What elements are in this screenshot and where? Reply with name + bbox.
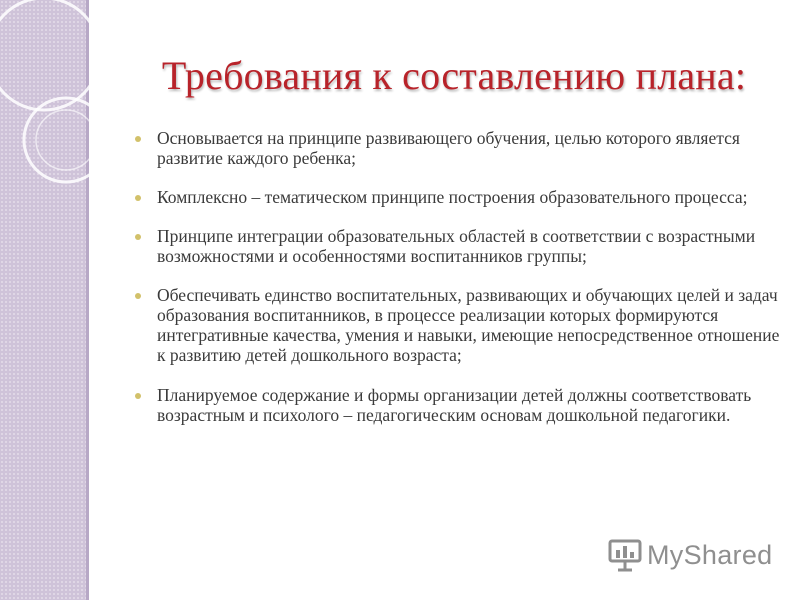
watermark-text: MyShared [647, 539, 773, 570]
list-item-text: Планируемое содержание и формы организации детей должны соответствовать возрастным и психолого – педагогическим основам дошкольной педагогики. [157, 385, 752, 425]
watermark-logo [607, 536, 772, 574]
list-item-text: Принципе интеграции образовательных областей в соответствии с возрастными возможностями и особенностями воспитанников группы; [157, 226, 756, 266]
decorative-circles-icon [0, 0, 120, 200]
bullet-dot-icon [135, 293, 141, 299]
list-item [133, 285, 783, 365]
bullet-dot-icon [135, 136, 141, 142]
bullet-dot-icon [135, 234, 141, 240]
bullet-list [133, 128, 783, 444]
list-item [133, 187, 783, 207]
list-item-text: Комплексно – тематическом принципе построения образовательного процесса; [157, 187, 748, 207]
list-item-text: Основывается на принципе развивающего обучения, целью которого является развитие каждого ребенка; [157, 128, 740, 168]
bullet-dot-icon [135, 195, 141, 201]
list-item-text: Обеспечивать единство воспитательных, развивающих и обучающих целей и задач образования воспитанников, в процессе реализации которых формируются интегративные качества, умения и навыки, имеющие непосредственное отношение к развитию детей дошкольного возраста; [157, 285, 780, 365]
list-item [133, 128, 783, 168]
slide-title: Требования к составлению плана: [161, 53, 747, 98]
list-item [133, 385, 783, 425]
presentation-board-icon [607, 538, 643, 572]
bullet-dot-icon [135, 393, 141, 399]
list-item [133, 226, 783, 266]
